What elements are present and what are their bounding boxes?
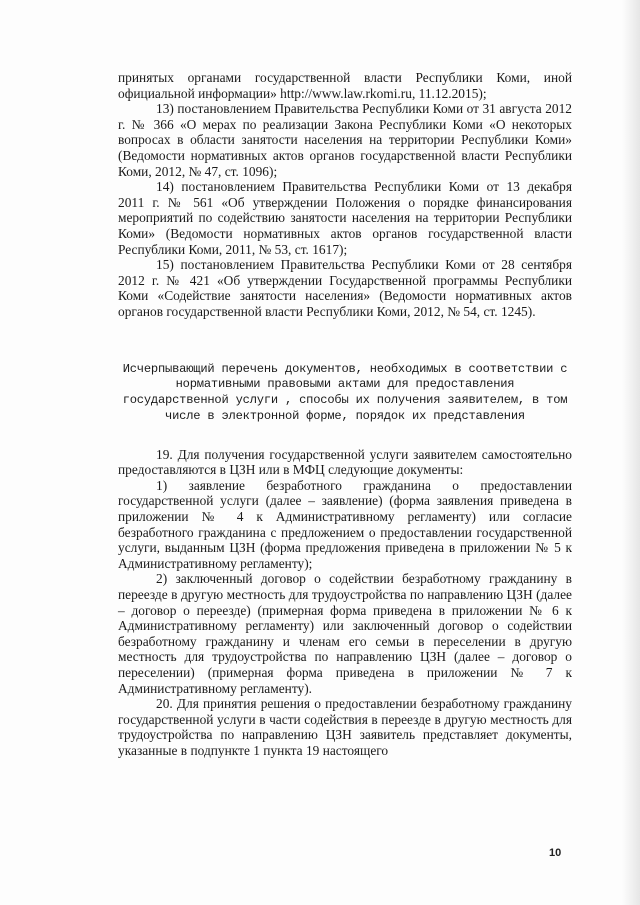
paragraph-item-15: 15) постановлением Правительства Республики Коми от 28 сентября 2012 г. № 421 «Об утверждении Государственной программы Республики Коми «Содействие занятости населения» (Ведомости нормативных актов органов государственной власти Республики Коми, 2012, № 54, ст. 1245). (118, 257, 572, 319)
section-heading: Исчерпывающий перечень документов, необходимых в соответствии с нормативными правовыми актами для предоставления государственной услуги , способы их получения заявителем, в том числе в электронной форме, порядок их представления (122, 361, 568, 423)
paragraph-19-item-2: 2) заключенный договор о содействии безработному гражданину в переезде в другую местность для трудоустройства по направлению ЦЗН (далее – договор о переезде) (примерная форма приведена в приложении № 6 к Административному регламенту) или заключенный договор о содействии безработному гражданину и членам его семьи в переселении в другую местность для трудоустройства по направлению ЦЗН (далее – договор о переселении) (примерная форма приведена в приложении № 7 к Административному регламенту). (118, 571, 572, 696)
paragraph-19-item-1: 1) заявление безработного гражданина о предоставлении государственной услуги (далее – заявление) (форма заявления приведена в приложении № 4 к Административному регламенту) или согласие безработного гражданина с предложением о предоставлении государственной услуги, выданным ЦЗН (форма предложения приведена в приложении № 5 к Административному регламенту); (118, 477, 572, 571)
scan-edge-shadow (622, 0, 640, 905)
paragraph-item-14: 14) постановлением Правительства Республики Коми от 13 декабря 2011 г. № 561 «Об утверждении Положения о порядке финансирования мероприятий по содействию занятости населения на территории Республики Коми» (Ведомости нормативных актов органов государственной власти Республики Коми, 2011, № 53, ст. 1617); (118, 179, 572, 257)
paragraph-19: 19. Для получения государственной услуги заявителем самостоятельно предоставляются в ЦЗН или в МФЦ следующие документы: (118, 446, 572, 478)
page-number: 10 (549, 847, 562, 859)
paragraph-20: 20. Для принятия решения о предоставлении безработному гражданину государственной услуги в части содействия в переезде в другую местность для трудоустройства по направлению ЦЗН заявитель представляет документы, указанные в подпункте 1 пункта 19 настоящего (118, 696, 572, 758)
paragraph-item-13: 13) постановлением Правительства Республики Коми от 31 августа 2012 г. № 366 «О мерах по реализации Закона Республики Коми «О некоторых вопросах в области занятости населения на территории Республики Коми» (Ведомости нормативных актов органов государственной власти Республики Коми, 2012, № 47, ст. 1096); (118, 101, 572, 179)
paragraph-continuation: принятых органами государственной власти Республики Коми, иной официальной информации» http://www.law.rkomi.ru, 11.12.2015); (118, 70, 572, 101)
document-body (118, 70, 572, 759)
spacer (118, 425, 572, 447)
